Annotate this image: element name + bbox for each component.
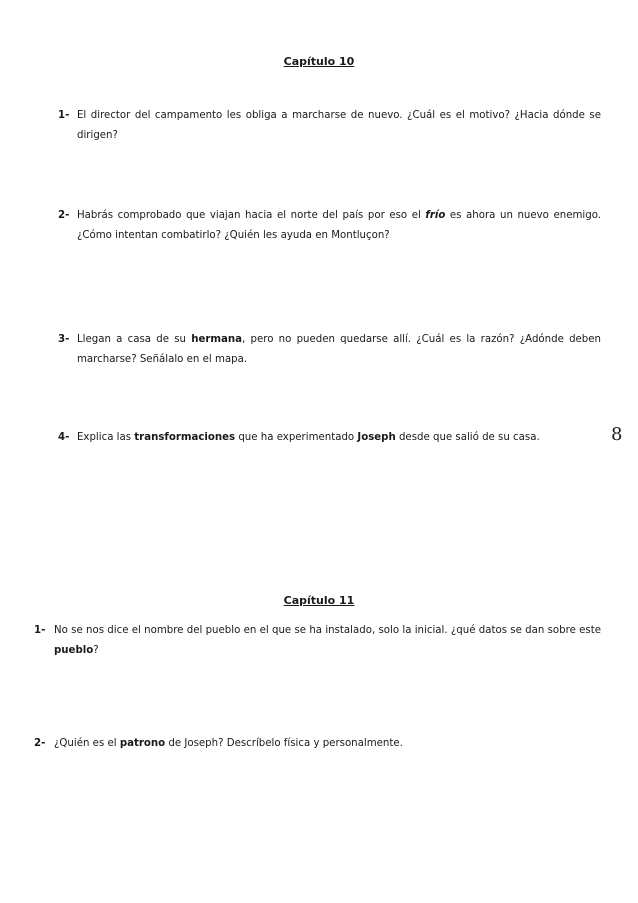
question-text — [34, 621, 601, 661]
question-text — [58, 106, 601, 146]
chapter-10-question — [58, 330, 601, 370]
text-run: El director del campamento les obliga a marcharse de nuevo. ¿Cuál es el motivo? ¿Hacia dónde se dirigen? — [77, 110, 601, 141]
emphasized-term: hermana — [191, 334, 243, 345]
text-run: Llegan a casa de su — [77, 334, 192, 345]
question-number: 1- — [58, 110, 70, 121]
text-run: Habrás comprobado que viajan hacia el norte del país por eso el — [77, 210, 426, 221]
text-run: No se nos dice el nombre del pueblo en el que se ha instalado, solo la inicial. ¿qué datos se dan sobre este — [54, 625, 601, 636]
text-run: es ahora un nuevo enemigo. ¿Cómo intentan combatirlo? ¿Quién les ayuda en Montluçon? — [77, 210, 601, 241]
chapter-11-heading: Capítulo 11 — [283, 594, 355, 607]
chapter-11-question — [34, 621, 601, 661]
page-number: 8 — [611, 424, 623, 445]
emphasized-term: Joseph — [357, 432, 396, 443]
question-text — [34, 734, 601, 754]
text-run: Explica las — [77, 432, 135, 443]
emphasized-term: frío — [425, 210, 446, 221]
chapter-10-question — [58, 428, 601, 448]
emphasized-term: patrono — [119, 738, 166, 749]
question-number: 4- — [58, 432, 70, 443]
text-run: desde que salió de su casa. — [395, 432, 540, 443]
emphasized-term: pueblo — [54, 645, 94, 656]
question-text — [58, 206, 601, 246]
question-number: 2- — [58, 210, 70, 221]
emphasized-term: transformaciones — [134, 432, 236, 443]
text-run: ¿Quién es el — [54, 738, 120, 749]
chapter-10-question — [58, 206, 601, 246]
question-text — [58, 330, 601, 370]
question-number: 3- — [58, 334, 70, 345]
question-number: 1- — [34, 625, 46, 636]
question-text — [58, 428, 601, 448]
question-number: 2- — [34, 738, 46, 749]
chapter-11-question — [34, 734, 601, 754]
chapter-10-heading: Capítulo 10 — [283, 55, 355, 68]
text-run: , pero no pueden quedarse allí. ¿Cuál es la razón? ¿Adónde deben marcharse? Señálalo en el mapa. — [77, 334, 601, 365]
text-run: de Joseph? Descríbelo física y personalmente. — [165, 738, 403, 749]
text-run: que ha experimentado — [235, 432, 358, 443]
text-run: ? — [93, 645, 99, 656]
chapter-10-question — [58, 106, 601, 146]
